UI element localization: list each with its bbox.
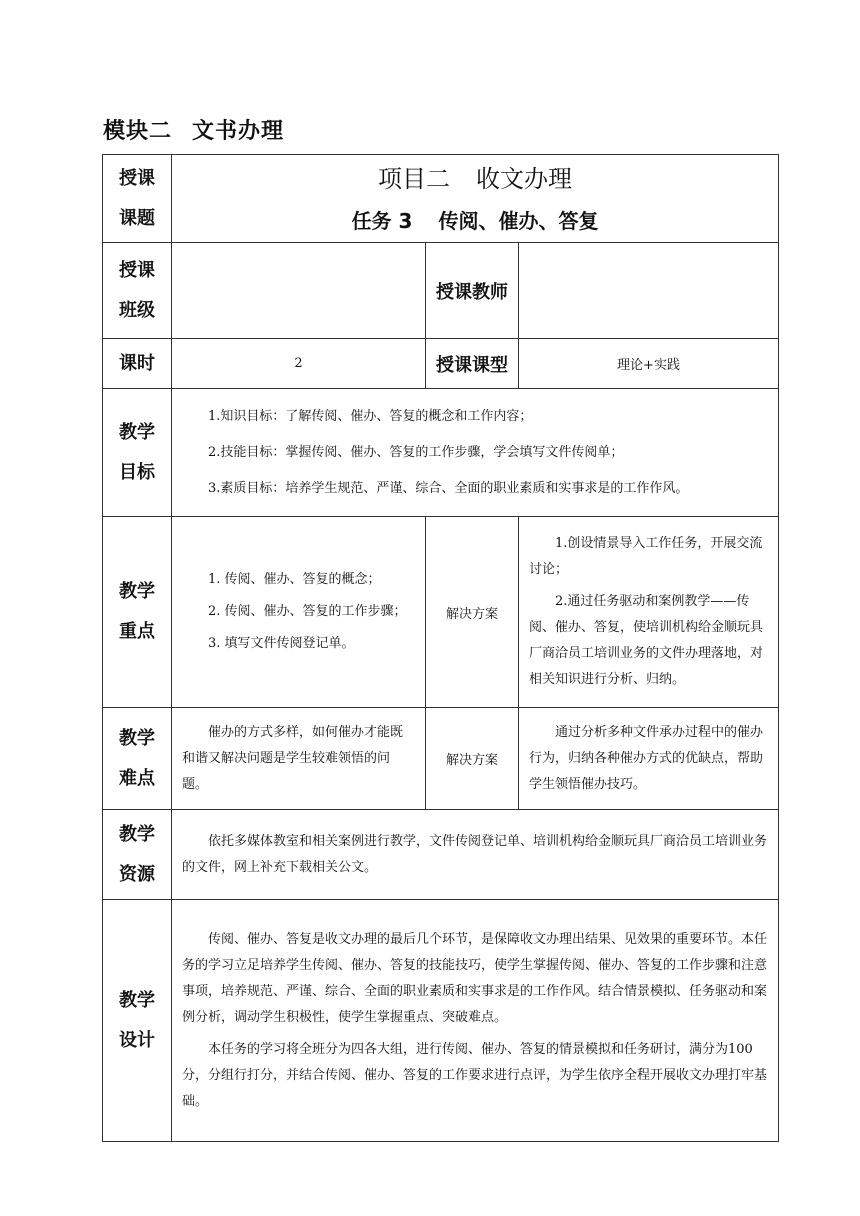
hours-value: 2 [172, 339, 426, 389]
module-number: 模块二 [103, 119, 173, 144]
module-title: 文书办理 [192, 119, 285, 144]
row-hours [103, 339, 779, 389]
difficulties-text: 催办的方式多样，如何催办才能既和谐又解决问题是学生较难领悟的问题。 [182, 724, 404, 792]
objective-item: 2.技能目标：掌握传阅、催办、答复的工作步骤，学会填写文件传阅单； [208, 444, 624, 460]
solution-item: 2.通过任务驱动和案例教学——传阅、催办、答复，使培训机构给金顺玩具厂商洽员工培训业务的文件办理落地，对相关知识进行分析、归纳。 [529, 594, 764, 687]
key-point-item: 1. 传阅、催办、答复的概念； [208, 572, 381, 587]
objective-item: 1.知识目标：了解传阅、催办、答复的概念和工作内容； [208, 408, 533, 424]
solution-item: 1.创设情景导入工作任务，开展交流讨论； [529, 536, 763, 577]
class-value [172, 243, 426, 339]
label-key-points: 教学 重点 [103, 517, 172, 708]
row-key-points [103, 517, 779, 708]
row-topic [103, 155, 779, 243]
label-resources: 教学 资源 [103, 810, 172, 900]
label-class: 授课 班级 [103, 243, 172, 339]
course-type-value: 理论+实践 [519, 339, 779, 389]
objective-item: 3.素质目标：培养学生规范、严谨、综合、全面的职业素质和实事求是的工作作风。 [208, 480, 689, 496]
row-design [103, 900, 779, 1142]
row-class [103, 243, 779, 339]
design-cell [172, 900, 779, 1142]
design-paragraph: 传阅、催办、答复是收文办理的最后几个环节，是保障收文办理出结果、见效果的重要环节。本任务的学习立足培养学生传阅、催办、答复的技能技巧，使学生掌握传阅、催办、答复的工作步骤和注意事项，培养规范、严谨、综合、全面的职业素质和实事求是的工作作风。结合情景模拟、任务驱动和案例分析，调动学生积极性，使学生掌握重点、突破难点。 [182, 931, 768, 1025]
label-hours: 课时 [103, 339, 172, 389]
difficulties-cell [172, 708, 426, 810]
task-title: 任务 3 传阅、催办、答复 [351, 208, 599, 233]
objectives-cell [172, 389, 779, 517]
label-design: 教学 设计 [103, 900, 172, 1142]
lesson-plan-table [102, 154, 779, 1142]
key-point-item: 3. 填写文件传阅登记单。 [208, 636, 355, 651]
resources-cell [172, 810, 779, 900]
label-difficulties: 教学 难点 [103, 708, 172, 810]
label-course-type: 授课课型 [426, 339, 519, 389]
topic-cell [172, 155, 779, 243]
module-heading [103, 114, 284, 145]
label-objectives: 教学 目标 [103, 389, 172, 517]
difficulties-solution-label: 解决方案 [426, 708, 519, 810]
row-resources [103, 810, 779, 900]
key-points-solution-label: 解决方案 [426, 517, 519, 708]
project-title: 项目二 收文办理 [378, 164, 572, 193]
key-points-cell [172, 517, 426, 708]
teacher-value [519, 243, 779, 339]
label-topic: 授课 课题 [103, 155, 172, 243]
key-point-item: 2. 传阅、催办、答复的工作步骤； [208, 604, 407, 619]
row-difficulties [103, 708, 779, 810]
row-objectives [103, 389, 779, 517]
difficulties-solution-cell [519, 708, 779, 810]
key-points-solution-cell [519, 517, 779, 708]
design-paragraph: 本任务的学习将全班分为四各大组，进行传阅、催办、答复的情景模拟和任务研讨，满分为100分，分组行打分，并结合传阅、催办、答复的工作要求进行点评，为学生依序全程开展收文办理打牢基础。 [182, 1041, 768, 1109]
label-teacher: 授课教师 [426, 243, 519, 339]
resources-text: 依托多媒体教室和相关案例进行教学，文件传阅登记单、培训机构给金顺玩具厂商洽员工培训业务的文件，网上补充下载相关公文。 [182, 833, 768, 875]
difficulties-solution-text: 通过分析多种文件承办过程中的催办行为，归纳各种催办方式的优缺点，帮助学生领悟催办技巧。 [529, 724, 764, 792]
